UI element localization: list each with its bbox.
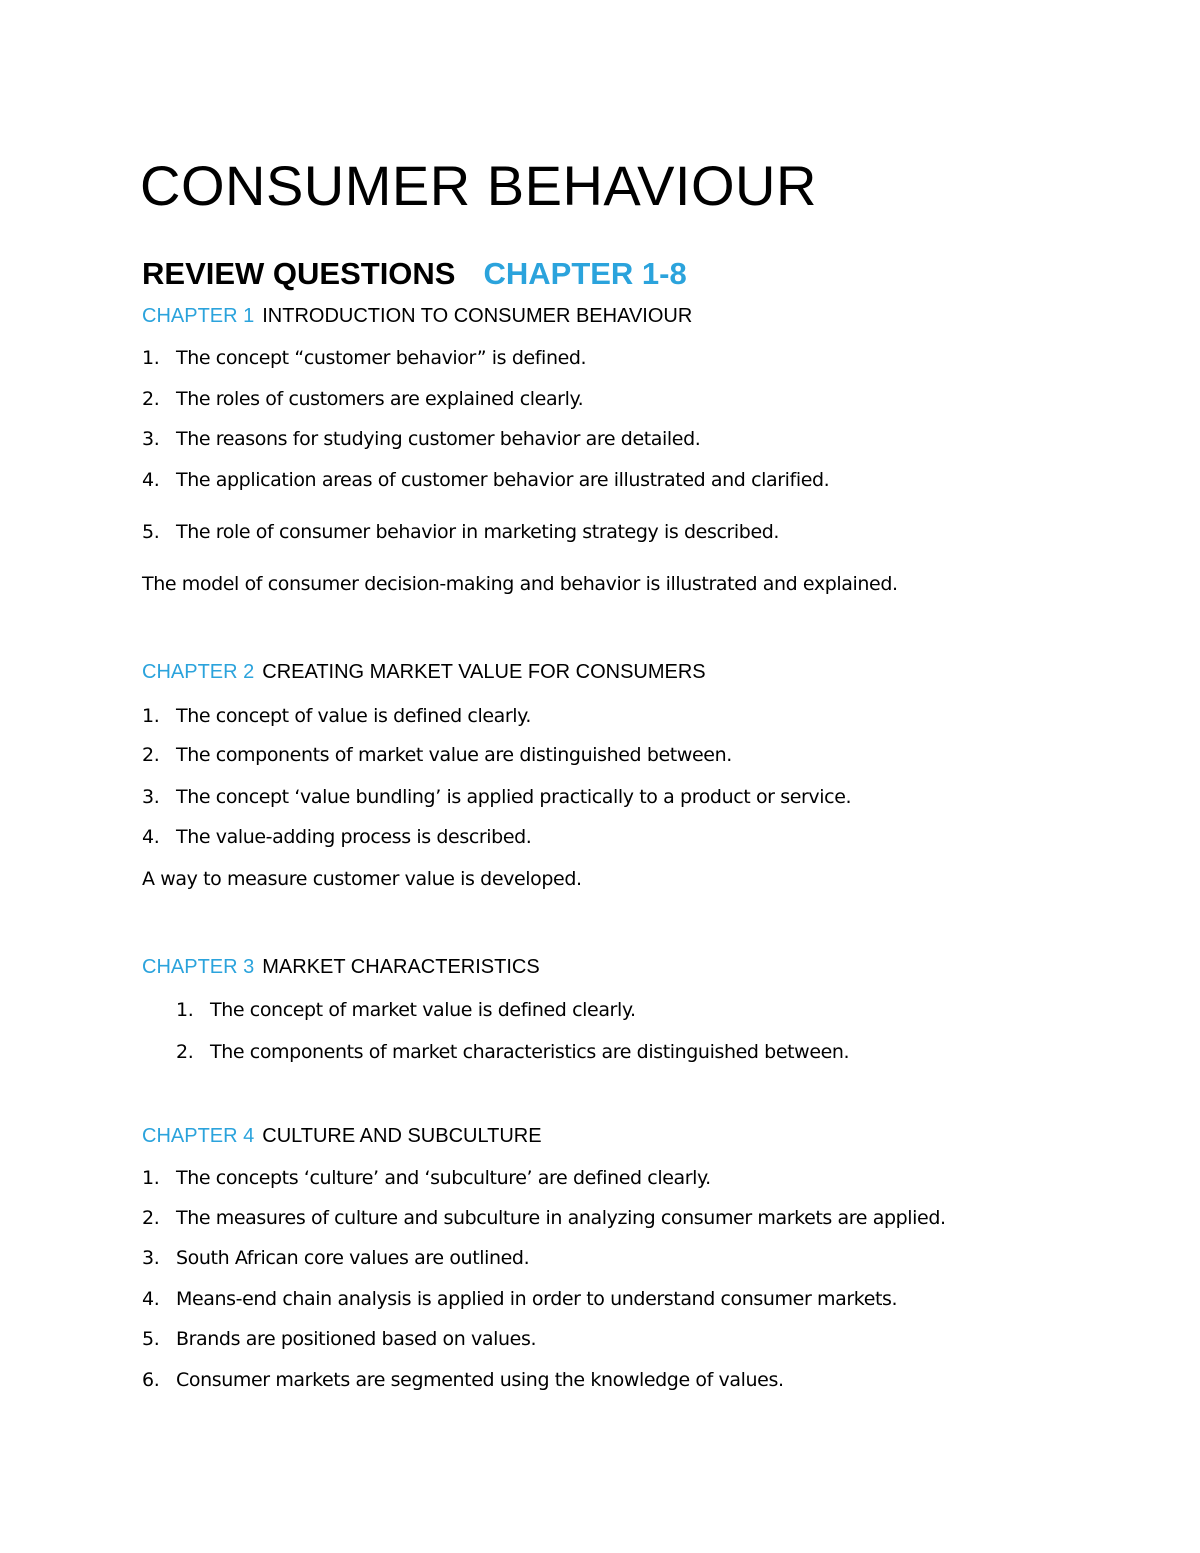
chapter-1-heading <box>142 302 692 330</box>
list-text: The concept ‘value bundling’ is applied practically to a product or service. <box>176 786 852 808</box>
list-text: The reasons for studying customer behavior are detailed. <box>176 428 701 450</box>
list-number: 4. <box>142 1288 160 1310</box>
chapter-number: CHAPTER 4 <box>142 1125 255 1147</box>
list-number: 1. <box>142 1167 160 1189</box>
list-text: South African core values are outlined. <box>176 1247 530 1269</box>
list-number: 2. <box>176 1041 194 1063</box>
list-text: The role of consumer behavior in marketing strategy is described. <box>176 521 780 543</box>
document-title: CONSUMER BEHAVIOUR <box>140 154 817 217</box>
list-number: 3. <box>142 1247 160 1269</box>
chapter-number: CHAPTER 3 <box>142 956 255 978</box>
list-item <box>142 386 1042 412</box>
chapter-1-summary: The model of consumer decision-making and behavior is illustrated and explained. <box>142 573 898 595</box>
list-text: Means-end chain analysis is applied in order to understand consumer markets. <box>176 1288 898 1310</box>
list-number: 1. <box>176 999 194 1021</box>
review-heading <box>142 254 687 294</box>
chapter-2-heading <box>142 658 706 686</box>
list-number: 1. <box>142 705 160 727</box>
list-item <box>142 519 1042 545</box>
list-text: Consumer markets are segmented using the knowledge of values. <box>176 1369 784 1391</box>
list-item <box>142 1205 1042 1231</box>
list-item <box>142 467 1042 493</box>
list-text: The application areas of customer behavior are illustrated and clarified. <box>176 469 830 491</box>
list-item <box>142 1165 1042 1191</box>
chapter-title: CULTURE AND SUBCULTURE <box>262 1125 542 1147</box>
list-number: 4. <box>142 826 160 848</box>
chapter-title: INTRODUCTION TO CONSUMER BEHAVIOUR <box>262 305 693 327</box>
list-number: 2. <box>142 744 160 766</box>
list-text: The concept “customer behavior” is defined. <box>176 347 587 369</box>
chapter-3-heading <box>142 953 540 981</box>
list-text: The concept of market value is defined clearly. <box>210 999 636 1021</box>
list-text: The concepts ‘culture’ and ‘subculture’ are defined clearly. <box>176 1167 711 1189</box>
list-number: 1. <box>142 347 160 369</box>
chapter-2-summary: A way to measure customer value is developed. <box>142 868 582 890</box>
list-item <box>142 742 1042 768</box>
list-text: The concept of value is defined clearly. <box>176 705 531 727</box>
list-number: 3. <box>142 786 160 808</box>
list-number: 4. <box>142 469 160 491</box>
list-item <box>142 784 1042 810</box>
list-number: 2. <box>142 388 160 410</box>
list-number: 5. <box>142 521 160 543</box>
list-item <box>142 1286 1042 1312</box>
list-item <box>142 1326 1042 1352</box>
list-text: The value-adding process is described. <box>176 826 532 848</box>
list-item <box>142 824 1042 850</box>
list-item <box>142 1245 1042 1271</box>
list-text: The components of market value are distinguished between. <box>176 744 732 766</box>
list-number: 6. <box>142 1369 160 1391</box>
list-text: The roles of customers are explained clearly. <box>176 388 584 410</box>
chapter-title: CREATING MARKET VALUE FOR CONSUMERS <box>262 661 706 683</box>
list-number: 2. <box>142 1207 160 1229</box>
chapter-4-heading <box>142 1122 542 1150</box>
list-item <box>176 1039 1076 1065</box>
chapter-number: CHAPTER 2 <box>142 661 255 683</box>
chapter-title: MARKET CHARACTERISTICS <box>262 956 540 978</box>
list-item <box>142 426 1042 452</box>
list-text: The measures of culture and subculture in analyzing consumer markets are applied. <box>176 1207 946 1229</box>
list-text: The components of market characteristics are distinguished between. <box>210 1041 850 1063</box>
list-number: 5. <box>142 1328 160 1350</box>
list-item <box>142 1367 1042 1393</box>
review-range: CHAPTER 1-8 <box>483 256 687 291</box>
list-item <box>142 345 1042 371</box>
review-label: REVIEW QUESTIONS <box>142 256 456 291</box>
list-item <box>176 997 1076 1023</box>
list-text: Brands are positioned based on values. <box>176 1328 537 1350</box>
chapter-number: CHAPTER 1 <box>142 305 255 327</box>
list-item <box>142 703 1042 729</box>
list-number: 3. <box>142 428 160 450</box>
